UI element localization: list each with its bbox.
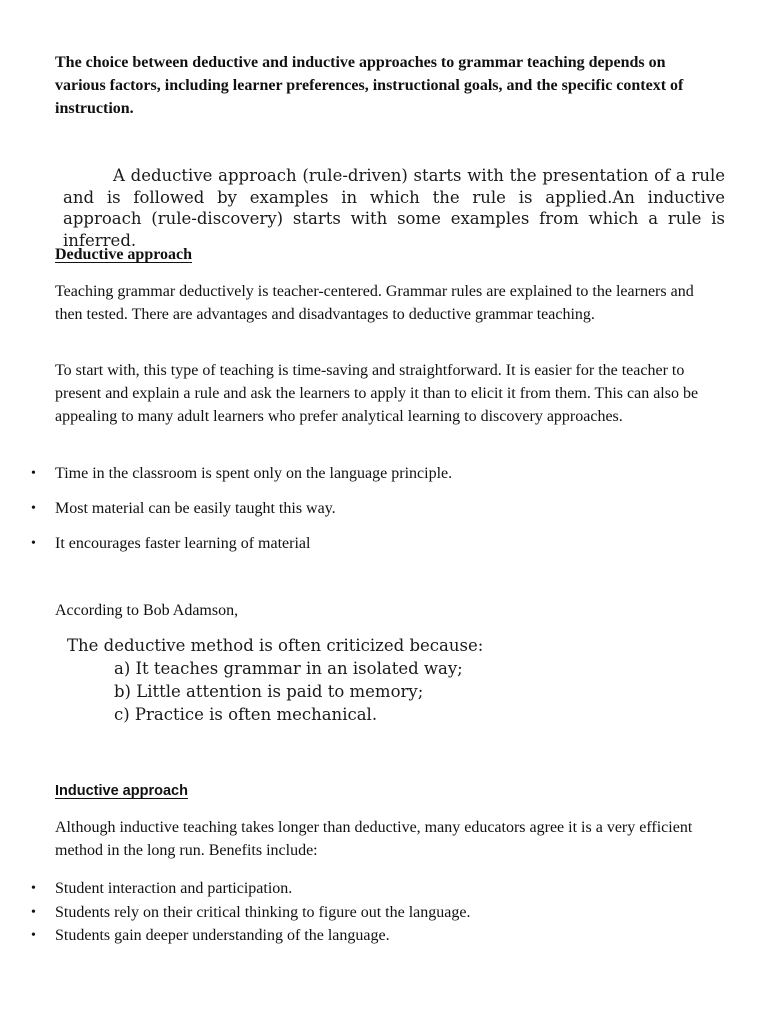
list-item: • It encourages faster learning of material: [0, 532, 452, 567]
intro-paragraph: The choice between deductive and inductive approaches to grammar teaching depends on various factors, including learner preferences, instructional goals, and the specific context of instruction.: [55, 54, 684, 117]
list-item: • Students gain deeper understanding of the language.: [0, 924, 470, 948]
deductive-paragraph-1: Teaching grammar deductively is teacher-centered. Grammar rules are explained to the learners and then tested. There are advantages and disadvantages to deductive grammar teaching.: [55, 283, 694, 323]
inductive-benefits-list: [0, 877, 470, 948]
bullet-icon: •: [31, 904, 36, 920]
list-item: • Most material can be easily taught this way.: [0, 497, 452, 532]
list-item: • Student interaction and participation.: [0, 877, 470, 901]
inductive-heading: Inductive approach: [55, 783, 188, 799]
list-item: • Students rely on their critical thinking to figure out the language.: [0, 901, 470, 925]
criticism-quote: [67, 634, 667, 726]
bullet-icon: •: [31, 501, 36, 516]
deductive-advantages-list: [0, 462, 452, 567]
criticism-item: a) It teaches grammar in an isolated way;: [114, 659, 463, 678]
criticism-item: b) Little attention is paid to memory;: [114, 682, 424, 701]
criticism-lead: The deductive method is often criticized because:: [67, 636, 484, 655]
bullet-icon: •: [31, 881, 36, 896]
deductive-paragraph-2: To start with, this type of teaching is time-saving and straightforward. It is easier for the teacher to present and explain a rule and ask the learners to apply it than to elicit it from them. This can also be appealing to many adult learners who prefer analytical learning to discovery approaches.: [55, 362, 699, 425]
list-item: • Time in the classroom is spent only on the language principle.: [0, 462, 452, 497]
definition-quote: A deductive approach (rule-driven) starts with the presentation of a rule and is followed by examples in which the rule is applied.An inductive approach (rule-discovery) starts with some examples from which a rule is inferred.: [63, 166, 725, 250]
bullet-icon: •: [31, 928, 36, 943]
bullet-icon: •: [31, 536, 36, 551]
inductive-paragraph: Although inductive teaching takes longer than deductive, many educators agree it is a very efficient method in the long run. Benefits include:: [55, 819, 693, 859]
deductive-heading: Deductive approach: [55, 246, 193, 263]
attribution-line: According to Bob Adamson,: [55, 602, 239, 619]
criticism-item: c) Practice is often mechanical.: [114, 705, 378, 724]
bullet-icon: •: [31, 466, 36, 481]
